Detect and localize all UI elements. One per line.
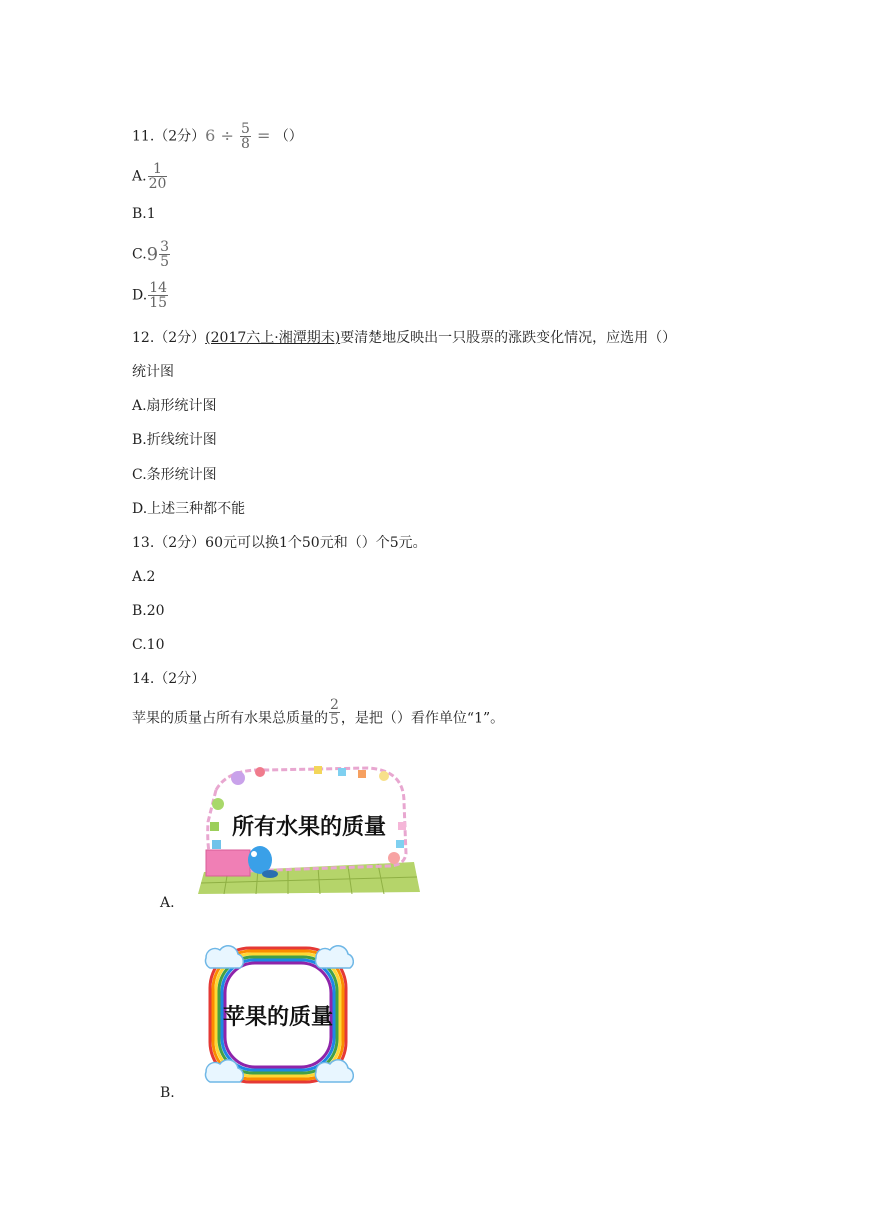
- question-12-stem: 12.（2分）(2017六上·湘潭期末)要清楚地反映出一只股票的涨跌变化情况，应选用（）: [132, 330, 677, 346]
- question-12-option-a[interactable]: A.扇形统计图: [132, 398, 217, 414]
- option-a-image-text: 所有水果的质量: [231, 815, 387, 840]
- question-14-option-b-label[interactable]: B.: [160, 1085, 175, 1101]
- pink-box: [206, 850, 250, 876]
- option-b-image-text: 苹果的质量: [222, 1005, 334, 1030]
- question-11-option-d[interactable]: D. $\frac{14}{15}$: [132, 280, 168, 311]
- question-11-number: 11.（2分）: [132, 128, 206, 145]
- option-a-image[interactable]: [198, 762, 420, 894]
- question-13-stem: 13.（2分）60元可以换1个50元和（）个5元。: [132, 535, 427, 551]
- question-12-option-d[interactable]: D.上述三种都不能: [132, 501, 246, 517]
- fraction: $\frac{2}{5}$: [330, 697, 339, 728]
- question-11-stem: [132, 122, 303, 151]
- fraction: $\frac{1}{20}$: [148, 161, 167, 192]
- question-12-option-b[interactable]: B.折线统计图: [132, 432, 217, 448]
- question-11-expression: 6 ÷ $\frac{5}{8}$ =: [205, 121, 271, 152]
- question-12-stem-cont: 统计图: [132, 364, 174, 380]
- question-13-option-b[interactable]: B.20: [132, 603, 165, 619]
- question-12-option-c[interactable]: C.条形统计图: [132, 467, 217, 483]
- question-14-stem: 苹果的质量占所有水果总质量的 $\frac{2}{5}$ ，是把（）看作单位“1”。: [132, 697, 505, 728]
- question-11-option-b[interactable]: B.1: [132, 206, 156, 222]
- question-12-number: 12.（2分）: [132, 330, 206, 346]
- question-12-source-link[interactable]: (2017六上·湘潭期末): [205, 330, 341, 346]
- fraction: $\frac{14}{15}$: [149, 280, 168, 311]
- question-11-blank: （）: [274, 128, 303, 145]
- fraction: $\frac{3}{5}$: [160, 239, 170, 270]
- question-14-number: 14.（2分）: [132, 671, 206, 687]
- question-11-option-c[interactable]: C.9 $\frac{3}{5}$: [132, 239, 170, 270]
- question-11-option-a[interactable]: A. $\frac{1}{20}$: [132, 161, 167, 192]
- question-14-option-a-label[interactable]: A.: [160, 895, 175, 911]
- option-b-image[interactable]: [202, 940, 354, 1090]
- question-13-option-a[interactable]: A.2: [132, 569, 156, 585]
- question-13-option-c[interactable]: C.10: [132, 637, 165, 653]
